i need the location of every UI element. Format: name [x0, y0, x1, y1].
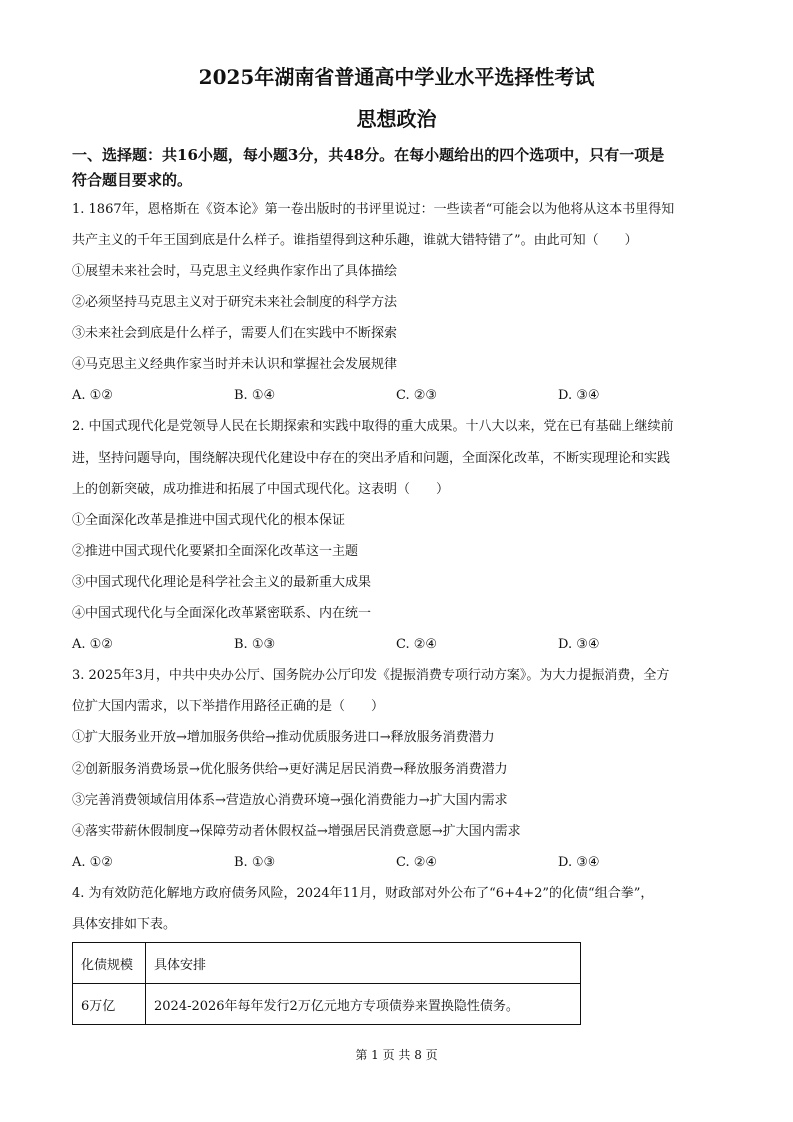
statement-item: ③中国式现代化理论是科学社会主义的最新重大成果: [72, 575, 372, 590]
table-cell: 6万亿: [73, 984, 146, 1025]
option-d[interactable]: D. ③④: [558, 637, 600, 652]
option-b[interactable]: B. ①④: [234, 388, 276, 403]
statement-item: ②必须坚持马克思主义对于研究未来社会制度的科学方法: [72, 295, 398, 310]
statement-item: ④马克思主义经典作家当时并未认识和掌握社会发展规律: [72, 357, 398, 372]
option-c[interactable]: C. ②④: [396, 855, 438, 870]
page-footer: 第 1 页 共 8 页: [355, 1048, 438, 1062]
option-b[interactable]: B. ①③: [234, 855, 276, 870]
question-stem: 具体安排如下表。: [72, 917, 177, 932]
exam-title: 2025年湖南省普通高中学业水平选择性考试: [198, 65, 595, 89]
subject-title: 思想政治: [356, 107, 437, 131]
option-a[interactable]: A. ①②: [72, 388, 113, 403]
question-stem: 2. 中国式现代化是党领导人民在长期探索和实践中取得的重大成果。十八大以来，党在已有基础上继续前: [72, 419, 674, 434]
question-stem: 3. 2025年3月，中共中央办公厅、国务院办公厅印发《提振消费专项行动方案》。为大力提振消费，全方: [72, 668, 670, 683]
statement-item: ①扩大服务业开放→增加服务供给→推动优质服务进口→释放服务消费潜力: [72, 730, 495, 745]
option-b[interactable]: B. ①③: [234, 637, 276, 652]
option-c[interactable]: C. ②③: [396, 388, 438, 403]
statement-item: ③未来社会到底是什么样子，需要人们在实践中不断探索: [72, 326, 398, 341]
statement-item: ①展望未来社会时，马克思主义经典作家作出了具体描绘: [72, 264, 398, 279]
question-stem: 进，坚持问题导向，围绕解决现代化建设中存在的突出矛盾和问题，全面深化改革，不断实现理论和实践: [72, 451, 671, 466]
question-stem: 1. 1867年，恩格斯在《资本论》第一卷出版时的书评里说过：一些读者“可能会以为他将从这本书里得知: [72, 202, 675, 217]
statement-item: ④中国式现代化与全面深化改革紧密联系、内在统一: [72, 606, 372, 621]
table-header-cell: 化债规模: [73, 943, 146, 984]
table-row: [73, 984, 581, 1025]
statement-item: ②创新服务消费场景→优化服务供给→更好满足居民消费→释放服务消费潜力: [72, 762, 508, 777]
statement-item: ①全面深化改革是推进中国式现代化的根本保证: [72, 513, 346, 528]
question-stem: 共产主义的千年王国到底是什么样子。谁指望得到这种乐趣，谁就大错特错了”。由此可知（ ）: [72, 233, 638, 248]
question-stem: 4. 为有效防范化解地方政府债务风险，2024年11月，财政部对外公布了“6+4+2”的化债“组合拳”，: [72, 886, 654, 901]
option-a[interactable]: A. ①②: [72, 637, 113, 652]
option-d[interactable]: D. ③④: [558, 388, 600, 403]
question-stem: 上的创新突破，成功推进和拓展了中国式现代化。这表明（ ）: [72, 482, 450, 497]
table-cell: 2024-2026年每年发行2万亿元地方专项债券来置换隐性债务。: [146, 984, 581, 1025]
question-stem: 位扩大国内需求，以下举措作用路径正确的是（ ）: [72, 699, 385, 714]
table-header-cell: 具体安排: [146, 943, 581, 984]
statement-item: ②推进中国式现代化要紧扣全面深化改革这一主题: [72, 544, 359, 559]
option-d[interactable]: D. ③④: [558, 855, 600, 870]
table-header-row: [73, 943, 581, 984]
statement-item: ③完善消费领域信用体系→营造放心消费环境→强化消费能力→扩大国内需求: [72, 793, 508, 808]
option-a[interactable]: A. ①②: [72, 855, 113, 870]
option-c[interactable]: C. ②④: [396, 637, 438, 652]
debt-table: [72, 942, 581, 1025]
statement-item: ④落实带薪休假制度→保障劳动者休假权益→增强居民消费意愿→扩大国内需求: [72, 824, 521, 839]
